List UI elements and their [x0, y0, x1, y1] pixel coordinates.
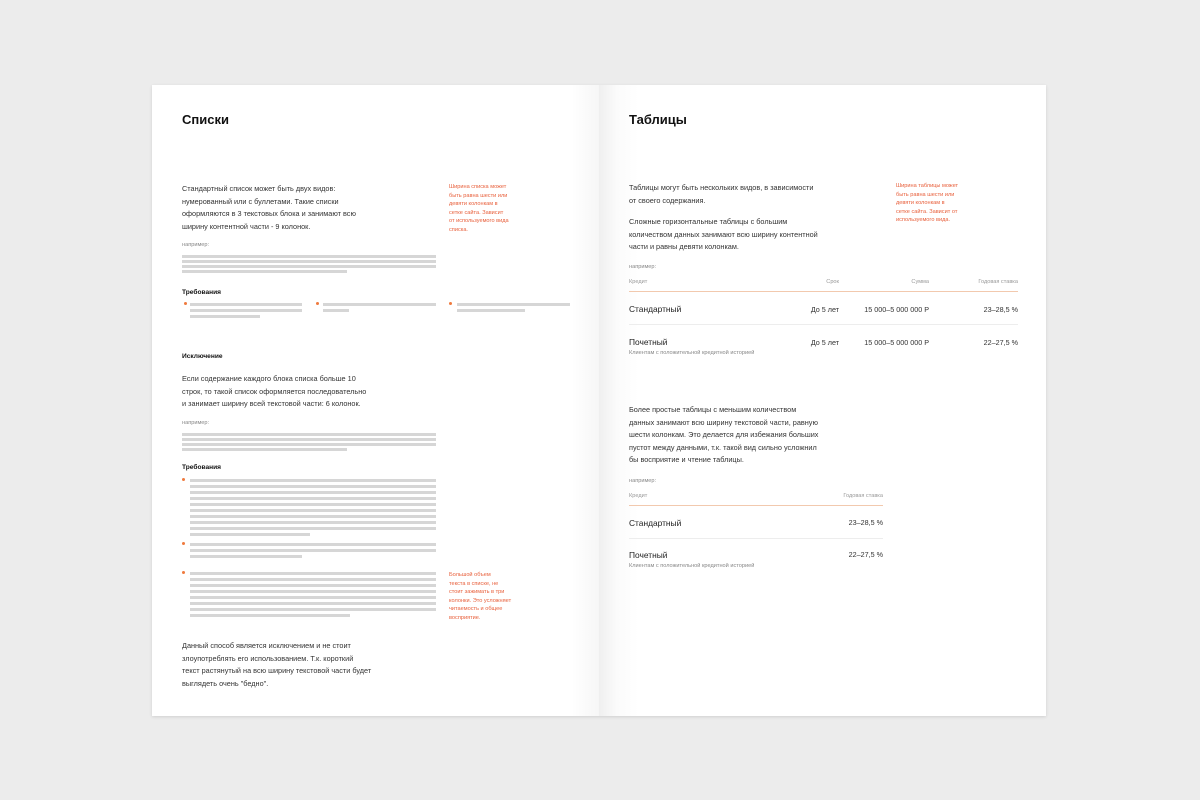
- placeholder-line: [190, 479, 436, 482]
- exception-text: [182, 373, 447, 411]
- placeholder-line: [190, 614, 350, 617]
- placeholder-line: [190, 555, 302, 558]
- example-label: например:: [629, 264, 657, 270]
- placeholder-line: [190, 527, 436, 530]
- table-row-divider: [629, 538, 883, 539]
- table-header-cell: Кредит: [629, 279, 648, 285]
- text-line: количеством данных занимают всю ширину контентной: [629, 229, 818, 239]
- note-line: используемого вида.: [896, 217, 951, 224]
- placeholder-line: [182, 265, 436, 268]
- document-spread: [152, 85, 1046, 716]
- note-line: сетке сайта. Зависит: [449, 209, 504, 216]
- bullet: [316, 302, 319, 305]
- placeholder-line: [190, 608, 436, 611]
- page-right: [599, 85, 1046, 716]
- placeholder-line: [182, 270, 347, 273]
- note-line: колонки. Это усложняет: [449, 597, 512, 604]
- table-cell-rate: 22–27,5 %: [848, 550, 883, 559]
- bullet: [182, 542, 185, 545]
- bullet: [449, 302, 452, 305]
- text-line: от своего содержания.: [629, 195, 706, 205]
- placeholder-line: [182, 448, 347, 451]
- text-line: текст растянутый на всю ширину текстовой части будет: [182, 666, 372, 675]
- placeholder-line: [190, 497, 436, 500]
- bullet: [182, 478, 185, 481]
- table-cell-credit-note: Клиентам с положительной кредитной историей: [629, 350, 755, 356]
- placeholder-line: [190, 602, 436, 605]
- table-header-cell: Кредит: [629, 493, 648, 499]
- text-line: нумерованный или с буллетами. Такие списки: [182, 196, 339, 206]
- page-fold-shadow: [571, 85, 599, 716]
- table-cell-rate: 23–28,5 %: [848, 518, 883, 527]
- placeholder-line: [182, 255, 436, 258]
- table-header-cell: Годовая ставка: [843, 493, 883, 499]
- text-line: Сложные горизонтальные таблицы с большим: [629, 217, 788, 226]
- table-cell-term: До 5 лет: [810, 305, 839, 314]
- margin-note-large-text: [449, 571, 529, 623]
- placeholder-line: [182, 443, 436, 446]
- note-line: быть равна шести или: [896, 191, 955, 198]
- text-line: выглядеть очень "бедно".: [182, 678, 269, 688]
- placeholder-line: [457, 309, 525, 312]
- placeholder-line: [190, 515, 436, 518]
- table-cell-sum: 15 000–5 000 000 Р: [864, 338, 929, 347]
- text-line: пустот между данными, т.к. такой вид сильно усложнил: [629, 442, 817, 452]
- text-line: ширину контентной части - 9 колонок.: [182, 221, 311, 231]
- requirements-heading: Требования: [182, 464, 222, 471]
- table-cell-rate: 23–28,5 %: [983, 305, 1018, 314]
- note-line: от используемого вида: [449, 218, 509, 225]
- tables-simple-text: [629, 404, 889, 467]
- note-line: списка.: [449, 226, 468, 233]
- tables-intro-complex: [629, 216, 889, 254]
- text-line: Данный способ является исключением и не стоит: [182, 641, 351, 650]
- text-line: бы восприятие и чтение таблицы.: [629, 455, 744, 464]
- note-line: стоит зажимать в три: [449, 589, 505, 596]
- text-line: злоупотреблять его использованием. Т.к. короткий: [182, 653, 354, 663]
- placeholder-line: [323, 303, 436, 306]
- bullet: [184, 302, 187, 305]
- placeholder-line: [182, 433, 436, 436]
- text-line: и занимает ширину всей текстовой части: 6 колонок.: [182, 399, 361, 408]
- note-line: Ширина списка может: [449, 184, 507, 190]
- placeholder-line: [190, 572, 436, 575]
- placeholder-line: [190, 521, 436, 524]
- page-left: [152, 85, 599, 716]
- table-header-divider: [629, 505, 883, 506]
- example-label: например:: [182, 242, 210, 248]
- placeholder-line: [190, 590, 436, 593]
- text-line: Таблицы могут быть нескольких видов, в зависимости: [629, 183, 814, 192]
- text-line: Более простые таблицы с меньшим количеством: [629, 405, 797, 414]
- text-line: Стандартный список может быть двух видов:: [182, 184, 336, 193]
- text-line: оформляются в 3 текстовых блока и занимают всю: [182, 209, 356, 218]
- table-cell-credit: Почетный: [629, 337, 668, 347]
- table-header-cell: Сумма: [911, 279, 929, 285]
- placeholder-line: [190, 303, 302, 306]
- page-title-lists: Списки: [182, 112, 229, 127]
- note-line: текста в списке, не: [449, 580, 499, 587]
- placeholder-line: [457, 303, 570, 306]
- placeholder-line: [190, 491, 436, 494]
- table-cell-term: До 5 лет: [810, 338, 839, 347]
- exception-heading: Исключение: [182, 353, 223, 360]
- table-header-cell: Годовая ставка: [978, 279, 1018, 285]
- text-line: шести колонкам. Это делается для избежания больших: [629, 430, 819, 439]
- margin-note-table-width: [896, 182, 981, 225]
- table-cell-credit: Почетный: [629, 550, 668, 560]
- placeholder-line: [190, 596, 436, 599]
- lists-outro: [182, 640, 447, 690]
- note-line: восприятие.: [449, 614, 481, 621]
- requirements-heading: Требования: [182, 289, 222, 296]
- note-line: читаемость и общее: [449, 606, 503, 613]
- note-line: девяти колонкам в: [896, 200, 945, 207]
- lists-intro: [182, 183, 447, 233]
- note-line: Ширина таблицы может: [896, 183, 959, 189]
- placeholder-line: [190, 485, 436, 488]
- placeholder-line: [323, 309, 349, 312]
- placeholder-line: [190, 533, 310, 536]
- placeholder-line: [190, 503, 436, 506]
- example-label: например:: [629, 478, 657, 484]
- table-cell-credit-note: Клиентам с положительной кредитной историей: [629, 563, 755, 569]
- page-title-tables: Таблицы: [629, 112, 687, 127]
- example-label: например:: [182, 420, 210, 426]
- table-header-divider: [629, 291, 1018, 292]
- note-line: Большой объем: [449, 572, 491, 578]
- bullet: [182, 571, 185, 574]
- text-line: данных занимают всю ширину текстовой части, равную: [629, 417, 818, 427]
- placeholder-line: [190, 543, 436, 546]
- placeholder-line: [182, 438, 436, 441]
- placeholder-line: [190, 584, 436, 587]
- text-line: строк, то такой список оформляется последовательно: [182, 386, 367, 396]
- margin-note-list-width: [449, 183, 529, 235]
- table-cell-credit: Стандартный: [629, 304, 682, 314]
- placeholder-line: [182, 260, 436, 263]
- placeholder-line: [190, 315, 260, 318]
- note-line: быть равна шести или: [449, 192, 508, 199]
- table-cell-rate: 22–27,5 %: [983, 338, 1018, 347]
- placeholder-line: [190, 309, 302, 312]
- tables-intro: [629, 182, 889, 207]
- note-line: сетке сайта. Зависит от: [896, 208, 958, 215]
- table-cell-sum: 15 000–5 000 000 Р: [864, 305, 929, 314]
- note-line: девяти колонкам в: [449, 201, 498, 208]
- placeholder-line: [190, 578, 436, 581]
- text-line: Если содержание каждого блока списка больше 10: [182, 374, 356, 383]
- table-cell-credit: Стандартный: [629, 518, 682, 528]
- table-row-divider: [629, 324, 1018, 325]
- text-line: части и равны девяти колонкам.: [629, 242, 739, 251]
- placeholder-line: [190, 509, 436, 512]
- table-header-cell: Срок: [826, 279, 839, 285]
- placeholder-line: [190, 549, 436, 552]
